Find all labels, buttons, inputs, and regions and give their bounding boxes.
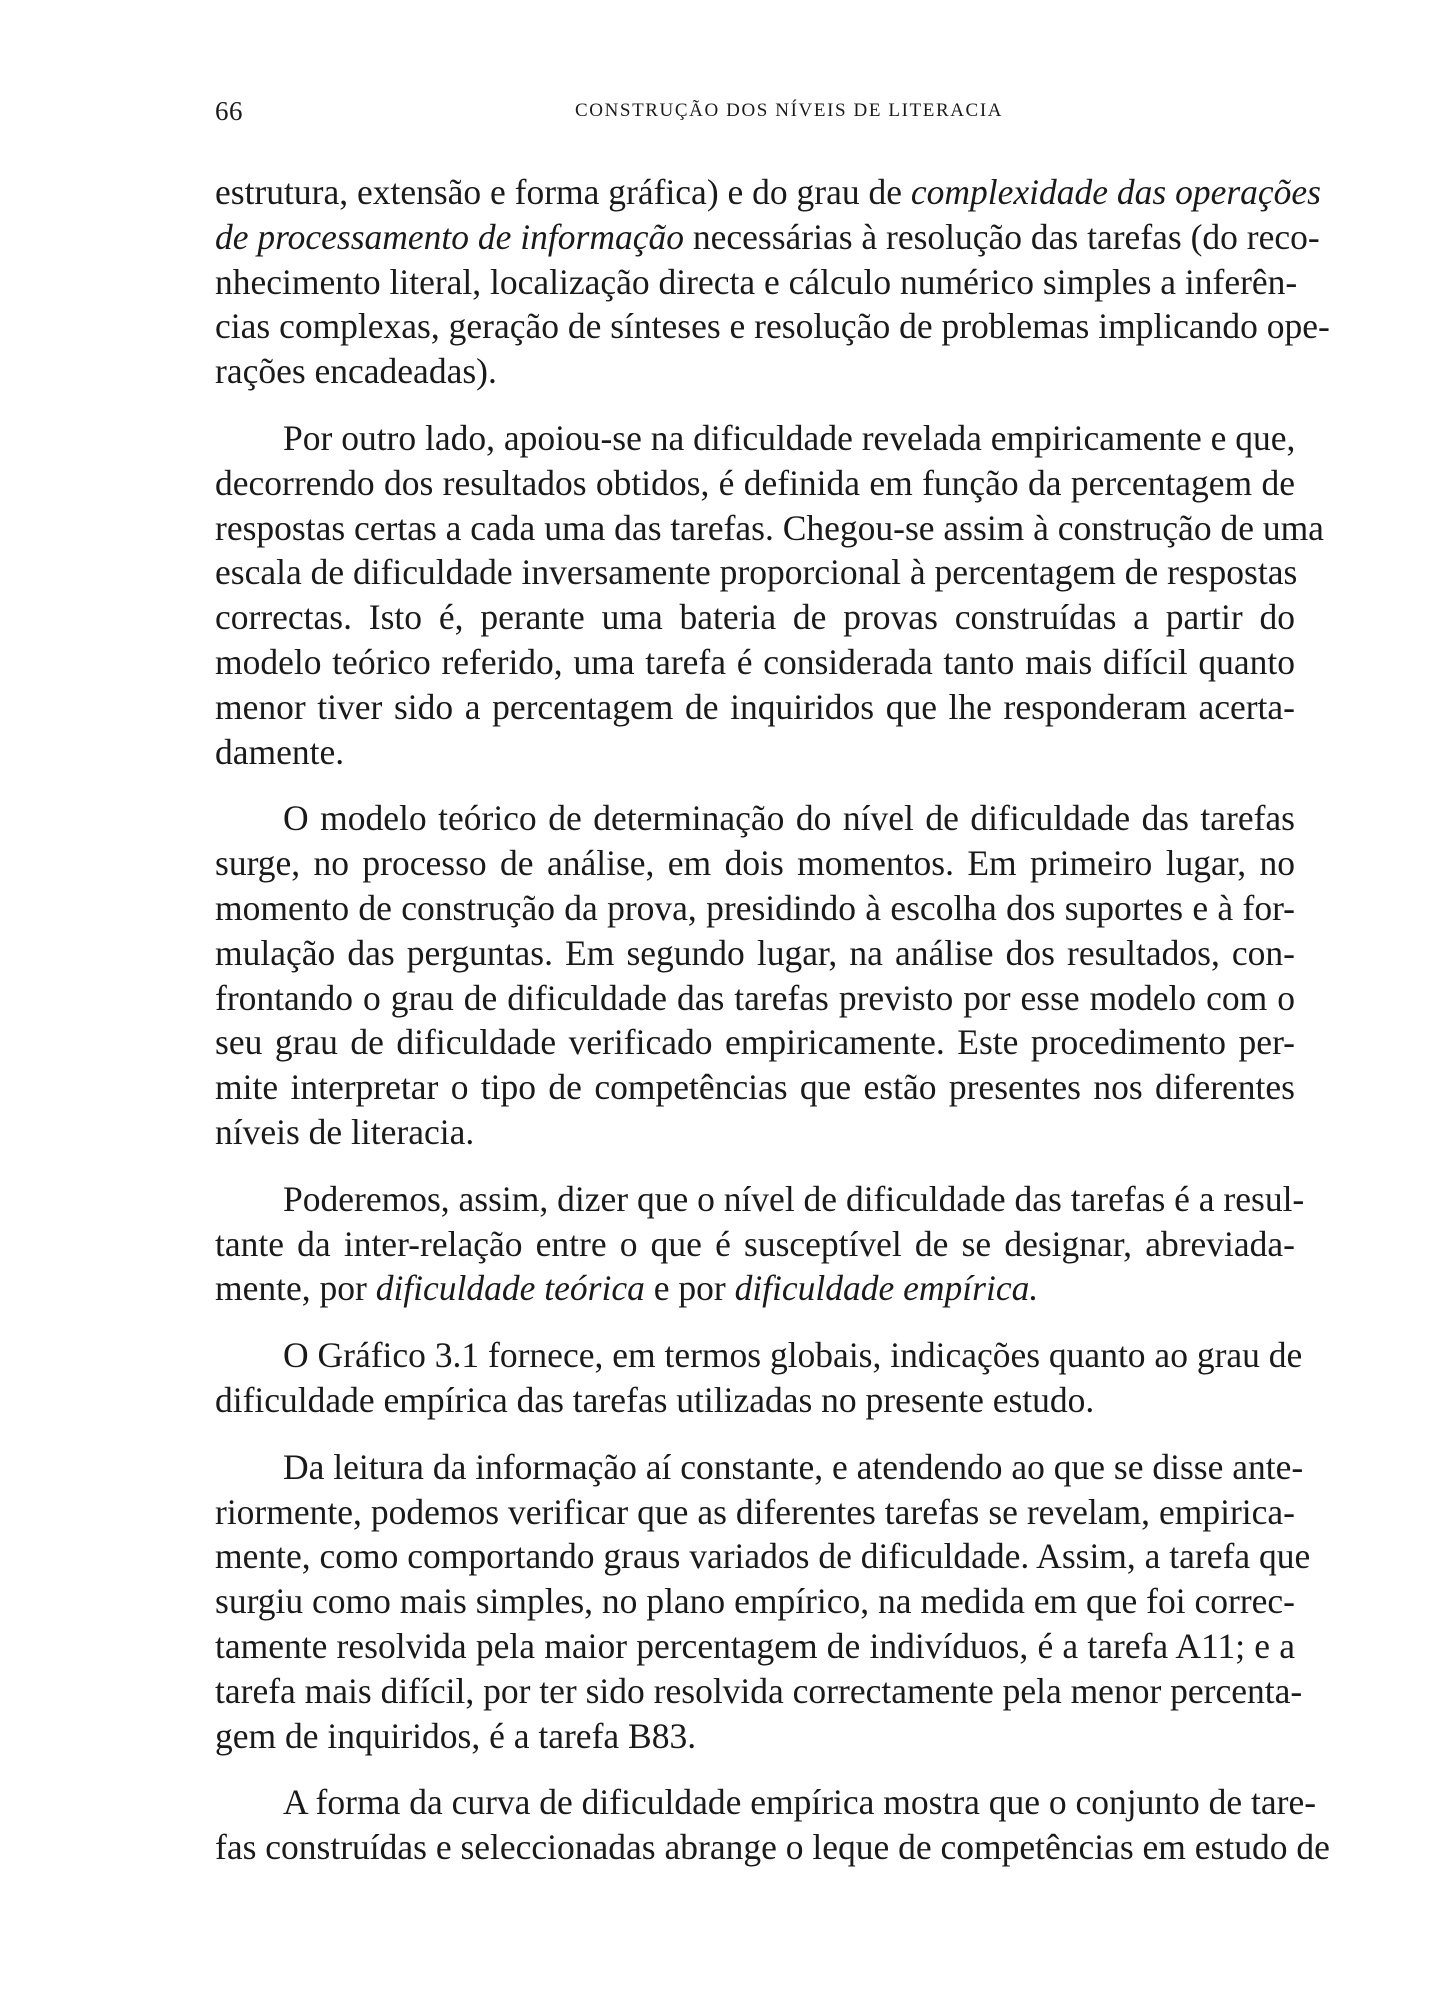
text-run: frontando o grau de dificuldade das tarefas previsto por esse modelo com o	[215, 977, 1295, 1018]
text-run: riormente, podemos verificar que as diferentes tarefas se revelam, empirica-	[215, 1491, 1295, 1532]
text-line	[215, 1780, 1317, 1825]
text-line	[215, 304, 1330, 349]
text-run: mente, por	[215, 1268, 376, 1309]
text-run: tamente resolvida pela maior percentagem de indivíduos, é a tarefa A11; e a	[215, 1625, 1295, 1666]
page-header	[215, 96, 1295, 136]
text-run: mulação das perguntas. Em segundo lugar, na análise dos resultados, con-	[215, 932, 1295, 973]
paragraph	[215, 416, 1324, 774]
text-run: surgiu como mais simples, no plano empírico, na medida em que foi correc-	[215, 1581, 1295, 1622]
text-run: mente, como comportando graus variados de dificuldade. Assim, a tarefa que	[215, 1536, 1311, 1577]
text-line	[215, 841, 1295, 886]
text-line	[215, 215, 1320, 260]
text-run: cias complexas, geração de sínteses e resolução de problemas implicando ope-	[215, 306, 1330, 347]
text-run: nhecimento literal, localização directa e cálculo numérico simples a inferên-	[215, 261, 1298, 302]
text-run: e por	[644, 1268, 735, 1309]
text-line	[215, 349, 1295, 394]
page-number: 66	[215, 96, 243, 126]
text-line	[215, 796, 1295, 841]
italic-text: complexidade das operações	[910, 172, 1321, 212]
text-line	[215, 640, 1295, 685]
text-line	[215, 1579, 1295, 1624]
text-line	[215, 931, 1295, 976]
paragraph	[215, 796, 1295, 1154]
text-run: Por outro lado, apoiou-se na dificuldade revelada empiricamente e que,	[283, 417, 1296, 458]
text-line	[215, 260, 1298, 305]
text-line	[215, 1825, 1330, 1870]
text-line	[215, 1110, 1295, 1155]
paragraph	[215, 1177, 1305, 1311]
text-run: O modelo teórico de determinação do nível de dificuldade das tarefas	[283, 798, 1295, 839]
text-line	[215, 1490, 1295, 1535]
text-run: respostas certas a cada uma das tarefas. Chegou-se assim à construção de uma	[215, 507, 1324, 548]
text-line	[215, 1177, 1305, 1222]
text-line	[215, 976, 1295, 1021]
text-line	[215, 1669, 1303, 1714]
text-run: tarefa mais difícil, por ter sido resolvida correctamente pela menor percenta-	[215, 1670, 1303, 1711]
italic-text: de processamento de informação	[215, 216, 684, 257]
text-line	[215, 170, 1321, 215]
text-run: A forma da curva de dificuldade empírica mostra que o conjunto de tare-	[283, 1782, 1317, 1823]
text-run: decorrendo dos resultados obtidos, é definida em função da percentagem de	[215, 462, 1295, 503]
paragraph	[215, 1780, 1330, 1870]
text-run: estrutura, extensão e forma gráfica) e do grau de	[215, 172, 911, 212]
text-line	[215, 1222, 1295, 1267]
text-line	[215, 730, 1295, 775]
text-line	[215, 1624, 1295, 1669]
text-run: necessárias à resolução das tarefas (do reco-	[683, 216, 1320, 257]
text-run: rações encadeadas).	[215, 351, 497, 392]
text-line	[215, 506, 1324, 551]
text-line	[215, 1020, 1295, 1065]
text-run: fas construídas e seleccionadas abrange o leque de competências em estudo de	[215, 1827, 1330, 1868]
text-line	[215, 1445, 1304, 1490]
text-line	[215, 1714, 1295, 1759]
text-line	[215, 1378, 1295, 1423]
running-head: CONSTRUÇÃO DOS NÍVEIS DE LITERACIA	[575, 100, 1004, 121]
text-line	[215, 461, 1295, 506]
text-run: correctas. Isto é, perante uma bateria de provas construídas a partir do	[215, 597, 1295, 638]
paragraph	[215, 170, 1330, 394]
text-run: mite interpretar o tipo de competências que estão presentes nos diferentes	[215, 1067, 1295, 1108]
text-run: surge, no processo de análise, em dois momentos. Em primeiro lugar, no	[215, 843, 1295, 884]
italic-text: dificuldade teórica	[375, 1268, 645, 1309]
text-run: tante da inter-relação entre o que é susceptível de se designar, abreviada-	[215, 1223, 1295, 1264]
text-run: menor tiver sido a percentagem de inquiridos que lhe responderam acerta-	[215, 686, 1295, 727]
paragraph	[215, 1445, 1311, 1759]
text-run: escala de dificuldade inversamente proporcional à percentagem de respostas	[215, 552, 1298, 593]
text-run: níveis de literacia.	[215, 1111, 475, 1152]
italic-text: dificuldade empírica.	[734, 1268, 1039, 1309]
text-run: O Gráfico 3.1 fornece, em termos globais, indicações quanto ao grau de	[283, 1335, 1303, 1376]
text-run: gem de inquiridos, é a tarefa B83.	[215, 1715, 697, 1756]
text-line	[215, 685, 1295, 730]
text-run: Poderemos, assim, dizer que o nível de dificuldade das tarefas é a resul-	[283, 1178, 1305, 1219]
text-line	[215, 1065, 1295, 1110]
text-run: Da leitura da informação aí constante, e atendendo ao que se disse ante-	[283, 1446, 1304, 1487]
paragraph	[215, 1333, 1303, 1423]
text-run: dificuldade empírica das tarefas utilizadas no presente estudo.	[215, 1379, 1095, 1420]
text-run: seu grau de dificuldade verificado empiricamente. Este procedimento per-	[215, 1022, 1295, 1063]
text-line	[215, 550, 1298, 595]
body-text	[215, 170, 1330, 1870]
text-line	[215, 1333, 1303, 1378]
text-line	[215, 1266, 1295, 1311]
text-run: modelo teórico referido, uma tarefa é considerada tanto mais difícil quanto	[215, 641, 1295, 682]
text-run: damente.	[215, 731, 345, 772]
text-line	[215, 1534, 1311, 1579]
text-line	[215, 416, 1295, 461]
text-line	[215, 886, 1295, 931]
text-line	[215, 595, 1295, 640]
text-run: momento de construção da prova, presidindo à escolha dos suportes e à for-	[215, 887, 1295, 928]
